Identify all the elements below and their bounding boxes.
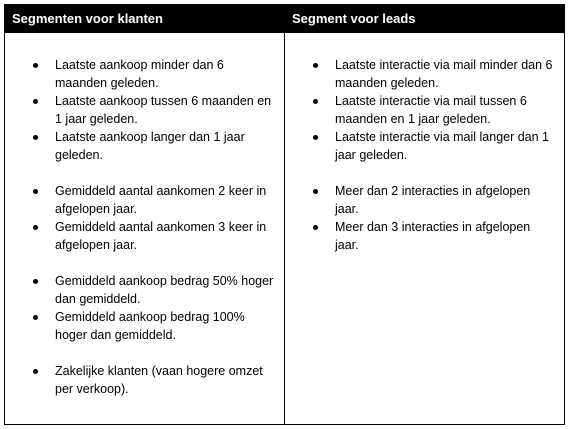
bullet-icon [33, 99, 38, 104]
customer-segment-list-item-text: Gemiddeld aankoop bedrag 100% hoger dan gemiddeld. [55, 310, 245, 342]
header-customer-segments: Segmenten voor klanten [12, 11, 163, 26]
lead-segment-list-item-text: Meer dan 2 interacties in afgelopen jaar. [335, 184, 531, 216]
bullet-icon [313, 225, 318, 230]
lead-segment-list-item [285, 56, 564, 92]
segment-table [4, 4, 565, 425]
table-body-row [5, 33, 564, 424]
customer-segment-list-item [5, 362, 284, 398]
lead-segment-list-item [285, 128, 564, 164]
customer-segment-list-item-text: Laatste aankoop langer dan 1 jaar geleden. [55, 130, 245, 162]
customer-segment-list-item-text: Gemiddeld aankoop bedrag 50% hoger dan gemiddeld. [55, 274, 274, 306]
lead-segments-list [285, 56, 564, 254]
customer-segments-cell [5, 33, 285, 424]
customer-segment-list-item [5, 218, 284, 254]
lead-segment-list-item-text: Laatste interactie via mail tussen 6 maanden en 1 jaar geleden. [335, 94, 527, 126]
customer-segment-list-item-text: Zakelijke klanten (vaan hogere omzet per verkoop). [55, 364, 263, 396]
customer-segment-list-item [5, 92, 284, 128]
bullet-icon [33, 315, 38, 320]
customer-segment-list-item [5, 308, 284, 344]
bullet-icon [313, 63, 318, 68]
lead-segment-list-item-text: Meer dan 3 interacties in afgelopen jaar. [335, 220, 531, 252]
lead-segments-cell [285, 33, 564, 424]
customer-segment-list-item-text: Laatste aankoop minder dan 6 maanden geleden. [55, 58, 224, 90]
customer-segment-list-item [5, 182, 284, 218]
bullet-icon [313, 99, 318, 104]
customer-segment-list-item-text: Gemiddeld aantal aankomen 2 keer in afgelopen jaar. [55, 184, 267, 216]
bullet-icon [33, 369, 38, 374]
bullet-icon [33, 225, 38, 230]
bullet-icon [33, 189, 38, 194]
header-lead-segments: Segment voor leads [292, 11, 416, 26]
table-header-row [5, 5, 564, 33]
bullet-icon [313, 135, 318, 140]
customer-segment-list-item [5, 272, 284, 308]
bullet-icon [313, 189, 318, 194]
lead-segment-list-item [285, 182, 564, 218]
lead-segment-list-item [285, 92, 564, 128]
lead-segment-list-item [285, 218, 564, 254]
customer-segment-list-item [5, 56, 284, 92]
lead-segment-list-item-text: Laatste interactie via mail minder dan 6 maanden geleden. [335, 58, 553, 90]
customer-segments-list [5, 56, 284, 398]
customer-segment-list-item [5, 128, 284, 164]
customer-segment-list-item-text: Gemiddeld aantal aankomen 3 keer in afgelopen jaar. [55, 220, 267, 252]
bullet-icon [33, 135, 38, 140]
bullet-icon [33, 63, 38, 68]
customer-segment-list-item-text: Laatste aankoop tussen 6 maanden en 1 jaar geleden. [55, 94, 272, 126]
lead-segment-list-item-text: Laatste interactie via mail langer dan 1 jaar geleden. [335, 130, 550, 162]
bullet-icon [33, 279, 38, 284]
